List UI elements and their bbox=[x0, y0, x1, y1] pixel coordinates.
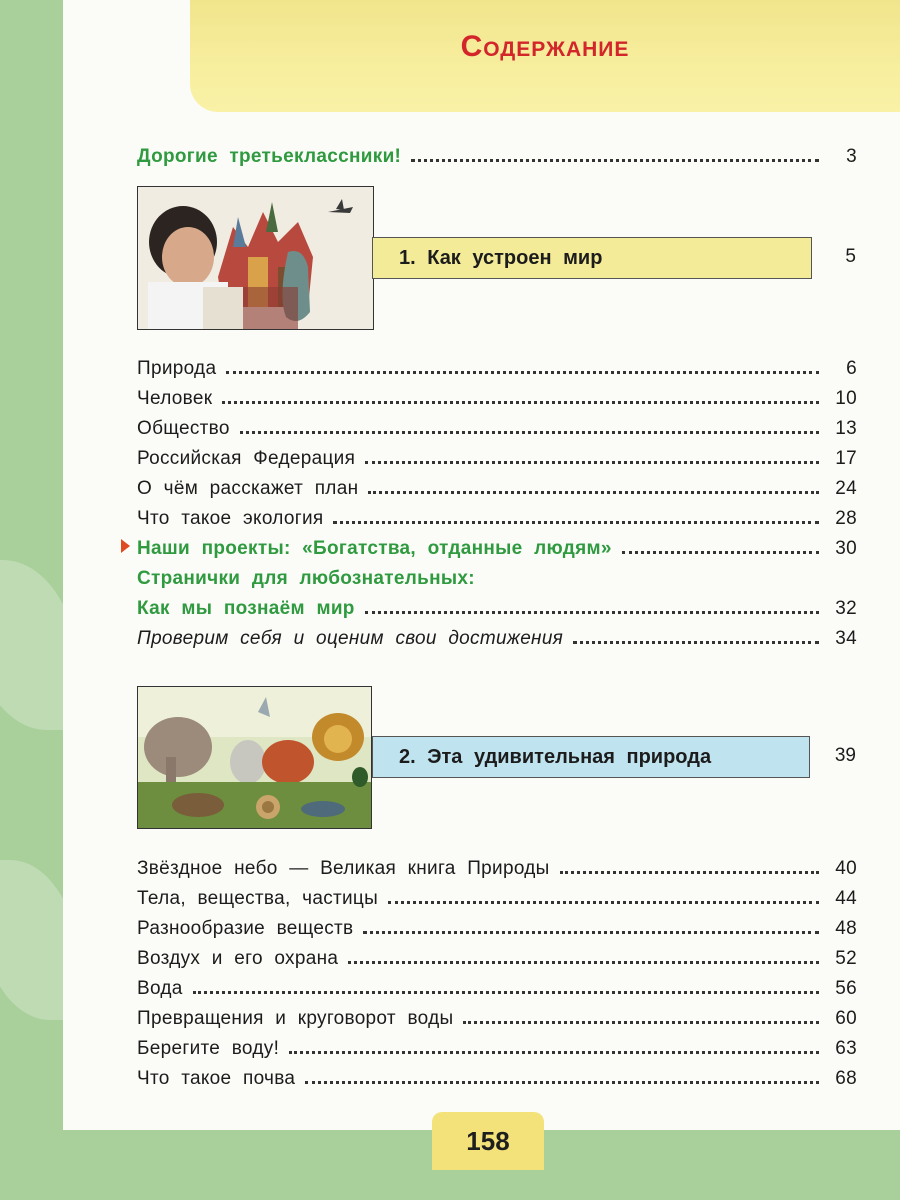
section-1-label: 1. Как устроен мир bbox=[399, 246, 603, 269]
toc-item-page: 10 bbox=[835, 388, 857, 409]
toc-intro-page: 3 bbox=[846, 146, 857, 167]
dot-leader bbox=[240, 431, 819, 434]
toc-item-page: 40 bbox=[835, 858, 857, 879]
toc-item[interactable] bbox=[137, 382, 857, 410]
dot-leader bbox=[365, 461, 819, 464]
project-marker-icon bbox=[121, 539, 130, 553]
dot-leader bbox=[463, 1021, 819, 1024]
toc-subheading bbox=[137, 562, 857, 590]
toc-item[interactable] bbox=[137, 942, 857, 970]
header-banner bbox=[190, 0, 900, 112]
toc-item-label: Превращения и круговорот воды bbox=[137, 1008, 454, 1029]
toc-item-page: 60 bbox=[835, 1008, 857, 1029]
toc-item-label: Вода bbox=[137, 978, 183, 999]
section-1-page: 5 bbox=[845, 246, 856, 267]
toc-item[interactable] bbox=[137, 622, 857, 650]
animals-nature-picture bbox=[138, 687, 371, 828]
toc-item-label: Человек bbox=[137, 388, 213, 409]
toc-item[interactable] bbox=[137, 502, 857, 530]
toc-intro-row[interactable] bbox=[137, 140, 857, 168]
toc-item[interactable] bbox=[137, 352, 857, 380]
toc-item-page: 68 bbox=[835, 1068, 857, 1089]
toc-item-label: Звёздное небо — Великая книга Природы bbox=[137, 858, 550, 879]
dot-leader bbox=[368, 491, 819, 494]
dot-leader bbox=[411, 159, 819, 162]
toc-item-label: Воздух и его охрана bbox=[137, 948, 339, 969]
toc-item[interactable] bbox=[137, 972, 857, 1000]
toc-item-page: 48 bbox=[835, 918, 857, 939]
dot-leader bbox=[573, 641, 819, 644]
toc-item-label: О чём расскажет план bbox=[137, 478, 359, 499]
toc-item-page: 24 bbox=[835, 478, 857, 499]
dot-leader bbox=[193, 991, 819, 994]
toc-item-label: Разнообразие веществ bbox=[137, 918, 354, 939]
dot-leader bbox=[365, 611, 819, 614]
toc-item[interactable] bbox=[137, 592, 857, 620]
page-number: 158 bbox=[432, 1112, 544, 1170]
toc-item[interactable] bbox=[137, 852, 857, 880]
dot-leader bbox=[363, 931, 819, 934]
toc-intro-label: Дорогие третьеклассники! bbox=[137, 146, 402, 167]
toc-item[interactable] bbox=[137, 412, 857, 440]
toc-subheading-label: Странички для любознательных: bbox=[137, 568, 475, 589]
toc-item-label: Природа bbox=[137, 358, 217, 379]
toc-item-label: Берегите воду! bbox=[137, 1038, 280, 1059]
dot-leader bbox=[348, 961, 819, 964]
page-title: Содержание bbox=[460, 30, 630, 63]
section-2-illustration bbox=[137, 686, 372, 829]
toc-item-label: Российская Федерация bbox=[137, 448, 356, 469]
toc-item-label: Тела, вещества, частицы bbox=[137, 888, 379, 909]
toc-item-page: 44 bbox=[835, 888, 857, 909]
dot-leader bbox=[388, 901, 819, 904]
toc-item[interactable] bbox=[137, 472, 857, 500]
toc-item-label: Что такое почва bbox=[137, 1068, 296, 1089]
toc-item[interactable] bbox=[137, 1062, 857, 1090]
toc-item-label: Наши проекты: «Богатства, отданные людям» bbox=[137, 538, 612, 559]
dot-leader bbox=[560, 871, 819, 874]
dot-leader bbox=[289, 1051, 819, 1054]
toc-item-page: 6 bbox=[846, 358, 857, 379]
toc-item-page: 30 bbox=[835, 538, 857, 559]
toc-item[interactable] bbox=[137, 912, 857, 940]
toc-item-page: 32 bbox=[835, 598, 857, 619]
dot-leader bbox=[622, 551, 819, 554]
toc-item[interactable] bbox=[137, 442, 857, 470]
section-2-label: 2. Эта удивительная природа bbox=[399, 745, 712, 768]
section-2-page: 39 bbox=[834, 745, 856, 766]
toc-item-page: 34 bbox=[835, 628, 857, 649]
section-2-heading[interactable] bbox=[372, 736, 810, 778]
toc-item-page: 28 bbox=[835, 508, 857, 529]
toc-item-label: Как мы познаём мир bbox=[137, 598, 355, 619]
section-1-illustration bbox=[137, 186, 374, 330]
boy-with-castle-picture bbox=[138, 187, 373, 329]
dot-leader bbox=[222, 401, 819, 404]
section-1-heading[interactable] bbox=[372, 237, 812, 279]
toc-item-project[interactable] bbox=[137, 532, 857, 560]
toc-item[interactable] bbox=[137, 1032, 857, 1060]
toc-item[interactable] bbox=[137, 1002, 857, 1030]
toc-item-page: 63 bbox=[835, 1038, 857, 1059]
toc-item-page: 56 bbox=[835, 978, 857, 999]
dot-leader bbox=[305, 1081, 819, 1084]
toc-item-page: 13 bbox=[835, 418, 857, 439]
toc-item-label: Общество bbox=[137, 418, 230, 439]
toc-item-page: 17 bbox=[835, 448, 857, 469]
dot-leader bbox=[333, 521, 819, 524]
toc-item[interactable] bbox=[137, 882, 857, 910]
toc-item-page: 52 bbox=[835, 948, 857, 969]
dot-leader bbox=[226, 371, 819, 374]
toc-item-label: Что такое экология bbox=[137, 508, 324, 529]
toc-item-label: Проверим себя и оценим свои достижения bbox=[137, 628, 564, 649]
